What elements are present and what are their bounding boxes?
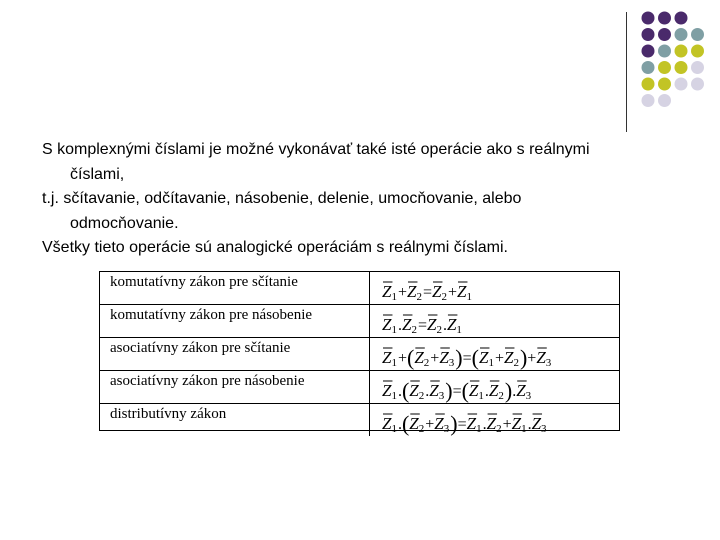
formula-variable: Z xyxy=(382,381,392,400)
formula-operator: . xyxy=(425,383,430,400)
formula-subscript: 1 xyxy=(391,423,397,435)
formula-variable: Z xyxy=(407,282,417,301)
formula-subscript: 1 xyxy=(488,357,494,369)
law-formula xyxy=(370,305,619,337)
formula-graphic xyxy=(380,276,619,304)
formula-subscript: 1 xyxy=(391,291,397,303)
formula-variable: Z xyxy=(503,348,514,367)
formula-operator: . xyxy=(397,416,402,433)
decorative-dot xyxy=(658,78,671,91)
decorative-dot xyxy=(675,45,688,58)
formula-subscript: 1 xyxy=(391,390,397,402)
table-row xyxy=(100,305,619,338)
formula-subscript: 3 xyxy=(443,423,450,435)
formula-variable: Z xyxy=(409,414,419,433)
formula-subscript: 2 xyxy=(418,423,425,435)
formula-variable: Z xyxy=(511,414,522,433)
decorative-dot xyxy=(658,28,671,41)
formula-operator: . xyxy=(482,416,487,433)
formula-variable: Z xyxy=(457,282,467,301)
formula-operator: = xyxy=(462,350,472,367)
decorative-vertical-line xyxy=(626,12,627,132)
formula-variable: Z xyxy=(468,381,479,400)
formula-subscript: 1 xyxy=(476,423,482,435)
law-formula xyxy=(370,404,619,436)
formula-operator: + xyxy=(447,284,457,301)
formula-variable: Z xyxy=(429,381,439,400)
formula-variable: Z xyxy=(439,348,449,367)
formula-parenthesis: ( xyxy=(401,411,410,436)
paragraph-operation-list-line2: odmocňovanie. xyxy=(70,214,179,232)
formula-variable: Z xyxy=(426,315,437,334)
paragraph-operations xyxy=(42,138,682,187)
decorative-dot xyxy=(658,61,671,74)
formula-subscript: 1 xyxy=(456,324,462,336)
formula-variable: Z xyxy=(432,282,442,301)
formula-variable: Z xyxy=(414,348,424,367)
formula-parenthesis: ( xyxy=(461,378,469,403)
formula-subscript: 2 xyxy=(513,357,519,369)
formula-parenthesis: ) xyxy=(450,411,458,436)
formula-operator: = xyxy=(422,284,432,301)
formula-parenthesis: ( xyxy=(471,345,479,370)
formula-operator: = xyxy=(457,416,467,433)
paragraph-operations-line1: S komplexnými číslami je možné vykonávať také isté operácie ako s reálnymi xyxy=(42,141,590,158)
decorative-dot xyxy=(642,12,655,25)
formula-subscript: 2 xyxy=(496,423,502,435)
decorative-dot xyxy=(642,45,655,58)
formula-parenthesis: ) xyxy=(504,378,513,403)
formula-subscript: 1 xyxy=(391,324,397,336)
formula-parenthesis: ( xyxy=(401,378,410,403)
formula-subscript: 1 xyxy=(478,390,484,402)
table-row xyxy=(100,404,619,436)
formula-variable: Z xyxy=(382,348,392,367)
table-row xyxy=(100,338,619,371)
table-row xyxy=(100,272,619,305)
law-formula xyxy=(370,272,619,304)
decorative-dot xyxy=(642,94,655,107)
formula-graphic xyxy=(380,375,619,403)
law-name: komutatívny zákon pre sčítanie xyxy=(100,272,370,304)
formula-subscript: 2 xyxy=(418,390,425,402)
formula-operator: . xyxy=(442,317,447,334)
formula-operator: + xyxy=(430,350,440,367)
formula-variable: Z xyxy=(466,414,477,433)
decorative-dot xyxy=(675,61,688,74)
decorative-dot xyxy=(691,28,704,41)
formula-operator: + xyxy=(494,350,504,367)
formula-variable: Z xyxy=(382,414,392,433)
formula-subscript: 1 xyxy=(391,357,397,369)
decorative-dot xyxy=(642,28,655,41)
decorative-dot xyxy=(658,94,671,107)
formula-operator: + xyxy=(527,350,537,367)
formula-operator: + xyxy=(397,284,407,301)
formula-variable: Z xyxy=(531,414,542,433)
body-text xyxy=(42,138,682,261)
decorative-dot xyxy=(691,45,704,58)
formula-variable: Z xyxy=(382,282,392,301)
decorative-dot xyxy=(675,28,688,41)
formula-graphic xyxy=(380,408,619,436)
paragraph-operation-list-line1: t.j. sčítavanie, odčítavanie, násobenie, delenie, umocňovanie, alebo xyxy=(42,190,522,207)
paragraph-analogy: Všetky tieto operácie sú analogické operáciám s reálnymi číslami. xyxy=(42,239,508,256)
formula-operator: . xyxy=(484,383,489,400)
table-row xyxy=(100,371,619,404)
formula-variable: Z xyxy=(434,414,444,433)
formula-operator: = xyxy=(452,383,462,400)
formula-parenthesis: ( xyxy=(407,345,415,370)
formula-subscript: 3 xyxy=(448,357,455,369)
formula-graphic xyxy=(380,309,619,337)
formula-subscript: 3 xyxy=(541,423,547,435)
formula-subscript: 2 xyxy=(441,291,447,303)
formula-subscript: 2 xyxy=(498,390,504,402)
formula-graphic xyxy=(380,342,619,370)
paragraph-operations-line2: číslami, xyxy=(70,165,125,183)
decorative-dot xyxy=(675,78,688,91)
laws-table xyxy=(99,271,620,436)
formula-subscript: 3 xyxy=(545,357,552,369)
law-name: komutatívny zákon pre násobenie xyxy=(100,305,370,337)
decorative-dot xyxy=(658,12,671,25)
decorative-dot xyxy=(642,61,655,74)
formula-operator: . xyxy=(397,317,402,334)
formula-variable: Z xyxy=(401,315,412,334)
law-formula xyxy=(370,371,619,403)
formula-subscript: 2 xyxy=(423,357,430,369)
formula-operator: . xyxy=(397,383,402,400)
law-name: distributívny zákon xyxy=(100,404,370,436)
formula-operator: = xyxy=(417,317,427,334)
formula-parenthesis: ) xyxy=(519,345,528,370)
formula-operator: + xyxy=(425,416,435,433)
formula-subscript: 2 xyxy=(416,291,422,303)
formula-variable: Z xyxy=(488,381,499,400)
decorative-dot xyxy=(658,45,671,58)
formula-subscript: 1 xyxy=(521,423,527,435)
formula-variable: Z xyxy=(536,348,546,367)
law-name: asociatívny zákon pre sčítanie xyxy=(100,338,370,370)
decorative-dot xyxy=(642,78,655,91)
formula-variable: Z xyxy=(446,315,457,334)
formula-subscript: 3 xyxy=(525,390,532,402)
formula-variable: Z xyxy=(516,381,526,400)
paragraph-operation-list xyxy=(42,187,682,236)
formula-subscript: 1 xyxy=(466,291,472,303)
formula-subscript: 2 xyxy=(436,324,442,336)
law-formula xyxy=(370,338,619,370)
formula-parenthesis: ) xyxy=(455,345,463,370)
decorative-dot xyxy=(691,61,704,74)
decorative-dot xyxy=(691,78,704,91)
law-name: asociatívny zákon pre násobenie xyxy=(100,371,370,403)
formula-variable: Z xyxy=(382,315,392,334)
formula-operator: + xyxy=(502,416,512,433)
formula-variable: Z xyxy=(486,414,497,433)
formula-operator: + xyxy=(397,350,407,367)
formula-variable: Z xyxy=(478,348,489,367)
formula-operator: . xyxy=(527,416,532,433)
decorative-dot xyxy=(675,12,688,25)
formula-subscript: 3 xyxy=(438,390,445,402)
formula-operator: . xyxy=(512,383,517,400)
formula-parenthesis: ) xyxy=(445,378,453,403)
formula-variable: Z xyxy=(409,381,419,400)
decorative-dot-grid xyxy=(0,0,720,130)
formula-subscript: 2 xyxy=(411,324,417,336)
